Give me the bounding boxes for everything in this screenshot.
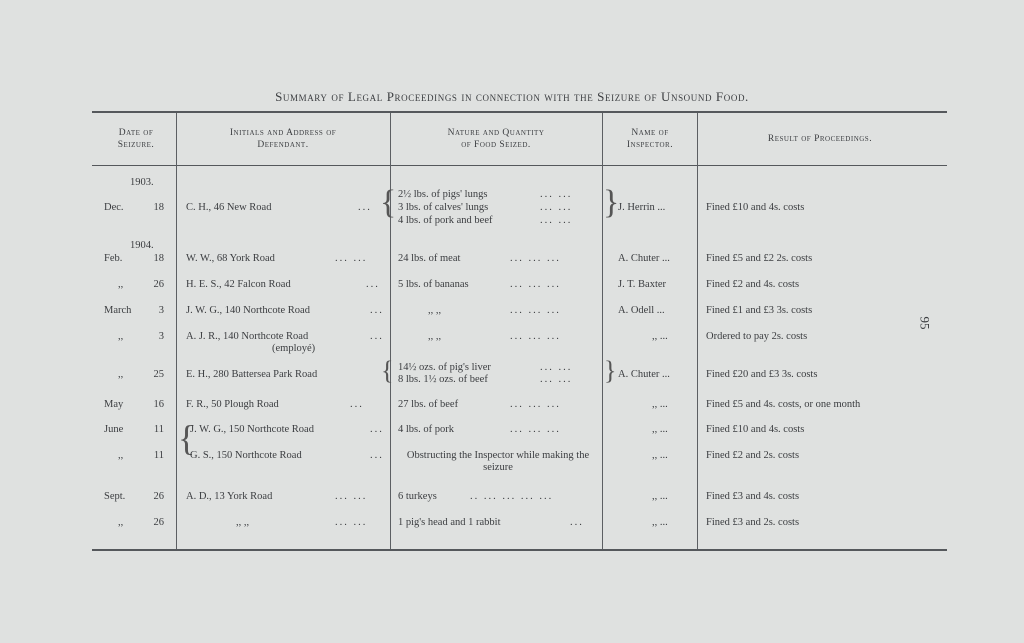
column-divider — [697, 113, 698, 549]
header-result: Result of Proceedings. — [767, 134, 873, 144]
brace-icon: } — [603, 184, 620, 221]
header-bottom-rule — [92, 165, 947, 166]
header-defendant: Initials and Address of Defendant. — [229, 128, 337, 150]
page-number: 95 — [917, 316, 933, 330]
header-date: Date of Seizure. — [117, 128, 155, 150]
brace-icon: { — [380, 184, 397, 221]
column-divider — [390, 113, 391, 549]
brace-icon: } — [604, 356, 617, 385]
brace-icon: { — [178, 418, 196, 458]
column-divider — [176, 113, 177, 549]
column-divider — [602, 113, 603, 549]
table-bottom-rule — [92, 549, 947, 551]
year-label: 1904. — [130, 240, 154, 251]
brace-icon: { — [381, 356, 394, 385]
header-nature: Nature and Quantity of Food Seized. — [447, 128, 545, 150]
table-top-rule — [92, 111, 947, 113]
header-inspector: Name of Inspector. — [626, 128, 674, 150]
page-title: Summary of Legal Proceedings in connection with the Seizure of Unsound Food. — [275, 89, 749, 104]
year-label: 1903. — [130, 177, 154, 188]
